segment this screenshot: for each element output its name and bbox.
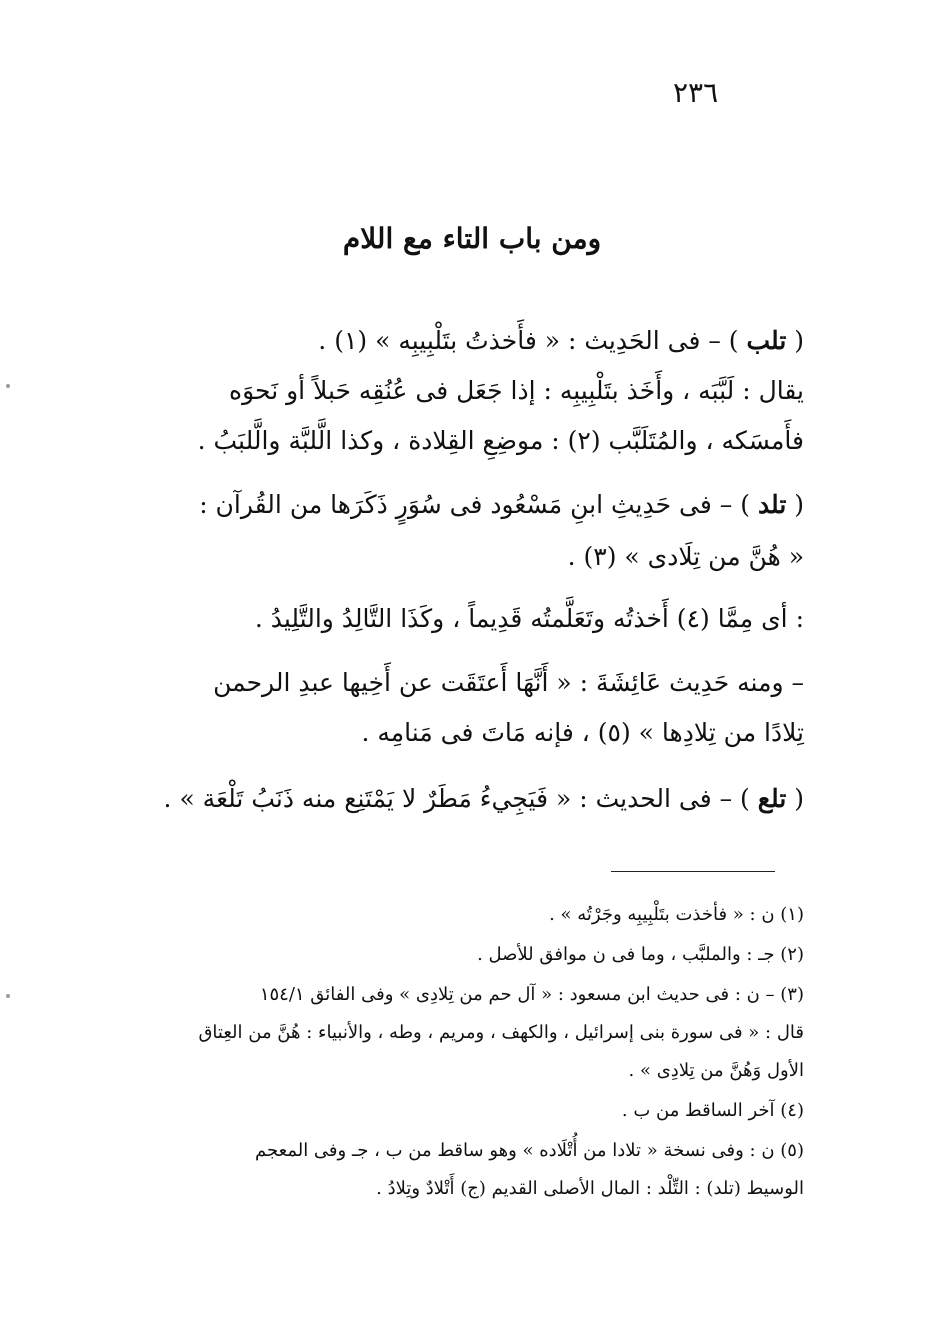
footnote-2: (٢) جـ : والملبَّب ، وما فى ن موافق للأصل . (477, 944, 804, 965)
entry-tld-line5: تِلادًا من تِلادِها » (٥) ، فإنه مَاتَ فى مَنامِه . (361, 718, 804, 747)
scan-speck (6, 384, 10, 388)
entry-tld-line2: « هُنَّ من تِلَادى » (٣) . (567, 542, 804, 571)
headword-tlb: تلب (746, 326, 787, 355)
entry-tld-line1: ( تلد ) – فى حَدِيثِ ابنِ مَسْعُود فى سُوَرٍ ذَكَرَها من القُرآن : (199, 490, 804, 519)
footnote-3-line3: الأول وَهُنَّ من تِلادِى » . (628, 1060, 804, 1081)
entry-tla-text1: – فى الحديث : « فَيَجِيءُ مَطَرٌ لا يَمْتَنِع منه ذَنَبُ تَلْعَة » . (163, 784, 733, 813)
footnote-5-line2: الوسيط (تلد) : التِّلْد : المال الأصلى القديم (ج) أَتْلادٌ وتِلادُ . (376, 1178, 804, 1199)
headword-tld: تلد (757, 490, 787, 519)
footnote-4: (٤) آخر الساقط من ب . (621, 1100, 804, 1121)
footnote-1: (١) ن : « فأخذت بتَلْبِيبِه وجَرْتُه » . (549, 904, 804, 925)
entry-tld-line4: – ومنه حَدِيث عَائِشَةَ : « أَنَّهَا أَعتَقَت عن أَخِيها عبدِ الرحمن (213, 668, 804, 697)
footnote-3-line2: قال : « فى سورة بنى إسرائيل ، والكهف ، ومريم ، وطه ، والأنبياء : هُنَّ من العِتاق (198, 1022, 804, 1043)
entry-tld-line3: : أى مِمَّا (٤) أَخذتُه وتَعَلَّمتُه قَدِيماً ، وكَذَا التَّالِدُ والتَّلِيدُ . (254, 604, 804, 633)
entry-tlb-text1: – فى الحَدِيث : « فأَخذتُ بتَلْبِيبِه » (١) . (318, 326, 721, 355)
headword-tla: تلع (757, 784, 787, 813)
entry-tlb-line1: ( تلب ) – فى الحَدِيث : « فأَخذتُ بتَلْبِيبِه » (١) . (318, 326, 804, 355)
scan-speck (6, 994, 10, 998)
entry-tlb-line2: يقال : لَبَّبَه ، وأَخَذ بتَلْبِيبِه : إذا جَعَل فى عُنُقِه حَبلاً أو نَحوَه (229, 376, 804, 405)
footnote-3-line1: (٣) – ن : فى حديث ابن مسعود : « آل حم من تِلادِى » وفى الفائق ١٥٤/١ (259, 984, 804, 1005)
section-title: ومن باب التاء مع اللام (342, 222, 602, 255)
footnote-5-line1: (٥) ن : وفى نسخة « تلادا من أُتْلَاده » وهو ساقط من ب ، جـ وفى المعجم (255, 1140, 804, 1161)
entry-tlb-line3: فأَمسَكه ، والمُتَلَبَّب (٢) : موضِعِ القِلادة ، وكذا الَّلبَّة والَّلبَبُ . (197, 426, 804, 455)
footnote-divider (611, 871, 775, 872)
page-number: ٢٣٦ (673, 76, 719, 109)
entry-tld-text1: – فى حَدِيثِ ابنِ مَسْعُود فى سُوَرٍ ذَكَرَها من القُرآن : (199, 490, 733, 519)
entry-tla-line1: ( تلع ) – فى الحديث : « فَيَجِيءُ مَطَرٌ لا يَمْتَنِع منه ذَنَبُ تَلْعَة » . (163, 784, 804, 813)
